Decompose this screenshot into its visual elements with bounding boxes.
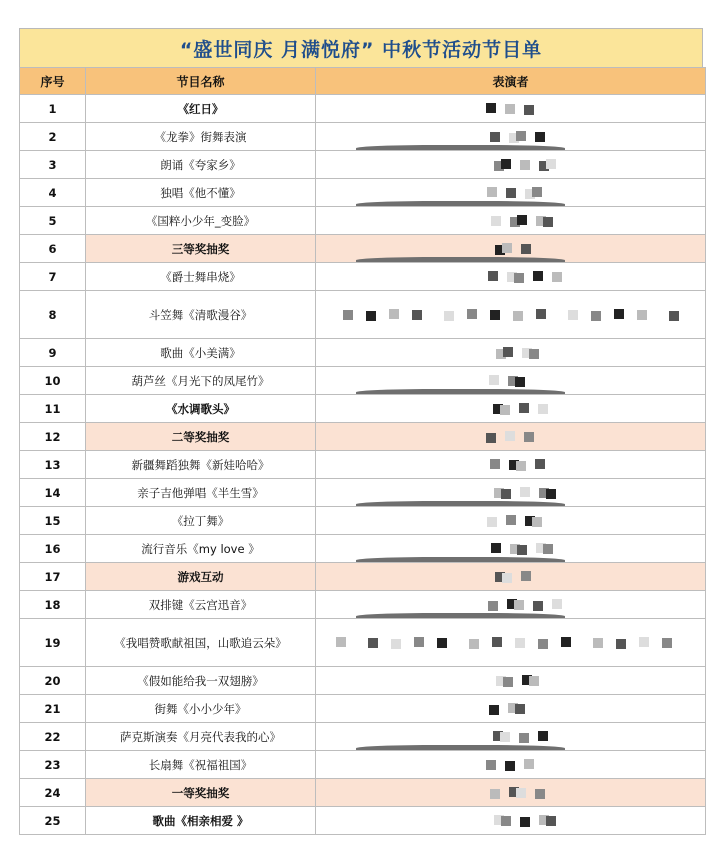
table-row bbox=[20, 95, 706, 123]
header-index: 序号 bbox=[20, 68, 86, 95]
redaction-mosaic bbox=[316, 367, 705, 394]
row-index: 13 bbox=[20, 451, 86, 479]
table-row bbox=[20, 151, 706, 179]
table-row bbox=[20, 507, 706, 535]
row-program: 《拉丁舞》 bbox=[86, 507, 316, 535]
table-row bbox=[20, 591, 706, 619]
redaction-mosaic bbox=[316, 807, 705, 834]
row-index: 4 bbox=[20, 179, 86, 207]
table-row bbox=[20, 535, 706, 563]
row-program: 亲子吉他弹唱《半生雪》 bbox=[86, 479, 316, 507]
redaction-mosaic bbox=[316, 619, 705, 666]
row-program: 新疆舞蹈独舞《新娃哈哈》 bbox=[86, 451, 316, 479]
redaction-mosaic bbox=[316, 667, 705, 694]
row-program: 长扇舞《祝福祖国》 bbox=[86, 751, 316, 779]
row-performer-redacted bbox=[316, 151, 706, 179]
row-program: 《红日》 bbox=[86, 95, 316, 123]
row-program: 游戏互动 bbox=[86, 563, 316, 591]
row-performer-redacted bbox=[316, 563, 706, 591]
row-performer-redacted bbox=[316, 779, 706, 807]
row-program: 《水调歌头》 bbox=[86, 395, 316, 423]
redaction-mosaic bbox=[316, 535, 705, 562]
redaction-mosaic bbox=[316, 395, 705, 422]
row-performer-redacted bbox=[316, 235, 706, 263]
table-row bbox=[20, 751, 706, 779]
row-performer-redacted bbox=[316, 507, 706, 535]
redaction-mosaic bbox=[316, 751, 705, 778]
row-performer-redacted bbox=[316, 339, 706, 367]
table-row bbox=[20, 807, 706, 835]
redaction-mosaic bbox=[316, 451, 705, 478]
program-rows bbox=[20, 95, 706, 835]
row-index: 7 bbox=[20, 263, 86, 291]
row-index: 9 bbox=[20, 339, 86, 367]
row-index: 14 bbox=[20, 479, 86, 507]
redaction-mosaic bbox=[316, 479, 705, 506]
table-row bbox=[20, 291, 706, 339]
redaction-mosaic bbox=[316, 695, 705, 722]
row-index: 8 bbox=[20, 291, 86, 339]
row-performer-redacted bbox=[316, 179, 706, 207]
redaction-mosaic bbox=[316, 423, 705, 450]
redaction-mosaic bbox=[316, 779, 705, 806]
row-index: 24 bbox=[20, 779, 86, 807]
redaction-mosaic bbox=[316, 339, 705, 366]
row-index: 16 bbox=[20, 535, 86, 563]
row-index: 21 bbox=[20, 695, 86, 723]
redaction-mosaic bbox=[316, 123, 705, 150]
row-performer-redacted bbox=[316, 423, 706, 451]
row-index: 15 bbox=[20, 507, 86, 535]
row-performer-redacted bbox=[316, 807, 706, 835]
table-row bbox=[20, 207, 706, 235]
table-row bbox=[20, 695, 706, 723]
table-row bbox=[20, 451, 706, 479]
row-program: 《爵士舞串烧》 bbox=[86, 263, 316, 291]
header-row bbox=[20, 68, 706, 95]
table-row bbox=[20, 479, 706, 507]
row-index: 6 bbox=[20, 235, 86, 263]
row-program: 双排键《云宫迅音》 bbox=[86, 591, 316, 619]
row-program: 《龙拳》街舞表演 bbox=[86, 123, 316, 151]
row-index: 1 bbox=[20, 95, 86, 123]
row-program: 《假如能给我一双翅膀》 bbox=[86, 667, 316, 695]
row-performer-redacted bbox=[316, 723, 706, 751]
program-table bbox=[19, 67, 706, 835]
row-program: 《国粹小少年_变脸》 bbox=[86, 207, 316, 235]
row-program: 独唱《他不懂》 bbox=[86, 179, 316, 207]
row-performer-redacted bbox=[316, 207, 706, 235]
row-program: 歌曲《相亲相爱 》 bbox=[86, 807, 316, 835]
row-program: 斗笠舞《清歌漫谷》 bbox=[86, 291, 316, 339]
table-row bbox=[20, 423, 706, 451]
row-performer-redacted bbox=[316, 695, 706, 723]
row-index: 17 bbox=[20, 563, 86, 591]
row-program: 二等奖抽奖 bbox=[86, 423, 316, 451]
header-performer: 表演者 bbox=[316, 68, 706, 95]
row-index: 10 bbox=[20, 367, 86, 395]
redaction-mosaic bbox=[316, 179, 705, 206]
row-performer-redacted bbox=[316, 95, 706, 123]
table-row bbox=[20, 395, 706, 423]
table-row bbox=[20, 263, 706, 291]
table-row bbox=[20, 179, 706, 207]
table-row bbox=[20, 123, 706, 151]
redaction-mosaic bbox=[316, 95, 705, 122]
row-program: 葫芦丝《月光下的凤尾竹》 bbox=[86, 367, 316, 395]
program-sheet bbox=[19, 28, 703, 835]
row-program: 一等奖抽奖 bbox=[86, 779, 316, 807]
row-index: 2 bbox=[20, 123, 86, 151]
row-performer-redacted bbox=[316, 535, 706, 563]
redaction-mosaic bbox=[316, 207, 705, 234]
table-row bbox=[20, 619, 706, 667]
redaction-mosaic bbox=[316, 235, 705, 262]
row-program: 三等奖抽奖 bbox=[86, 235, 316, 263]
row-index: 19 bbox=[20, 619, 86, 667]
row-index: 25 bbox=[20, 807, 86, 835]
row-program: 歌曲《小美满》 bbox=[86, 339, 316, 367]
row-program: 《我唱赞歌献祖国，山歌追云朵》 bbox=[86, 619, 316, 667]
row-index: 18 bbox=[20, 591, 86, 619]
row-performer-redacted bbox=[316, 395, 706, 423]
sheet-title: “盛世同庆 月满悦府” 中秋节活动节目单 bbox=[19, 28, 703, 68]
redaction-mosaic bbox=[316, 563, 705, 590]
redaction-mosaic bbox=[316, 263, 705, 290]
row-index: 23 bbox=[20, 751, 86, 779]
row-performer-redacted bbox=[316, 751, 706, 779]
redaction-mosaic bbox=[316, 291, 705, 338]
row-performer-redacted bbox=[316, 451, 706, 479]
row-program: 萨克斯演奏《月亮代表我的心》 bbox=[86, 723, 316, 751]
table-row bbox=[20, 667, 706, 695]
row-performer-redacted bbox=[316, 367, 706, 395]
table-row bbox=[20, 339, 706, 367]
row-performer-redacted bbox=[316, 667, 706, 695]
row-program: 朗诵《夸家乡》 bbox=[86, 151, 316, 179]
redaction-mosaic bbox=[316, 591, 705, 618]
redaction-mosaic bbox=[316, 507, 705, 534]
row-index: 22 bbox=[20, 723, 86, 751]
row-index: 3 bbox=[20, 151, 86, 179]
header-program: 节目名称 bbox=[86, 68, 316, 95]
row-performer-redacted bbox=[316, 291, 706, 339]
table-row bbox=[20, 563, 706, 591]
table-row bbox=[20, 723, 706, 751]
table-row bbox=[20, 779, 706, 807]
table-row bbox=[20, 367, 706, 395]
row-index: 12 bbox=[20, 423, 86, 451]
row-performer-redacted bbox=[316, 263, 706, 291]
row-index: 11 bbox=[20, 395, 86, 423]
row-performer-redacted bbox=[316, 479, 706, 507]
row-program: 街舞《小小少年》 bbox=[86, 695, 316, 723]
row-performer-redacted bbox=[316, 591, 706, 619]
row-program: 流行音乐《my love 》 bbox=[86, 535, 316, 563]
row-performer-redacted bbox=[316, 619, 706, 667]
row-index: 20 bbox=[20, 667, 86, 695]
redaction-mosaic bbox=[316, 723, 705, 750]
row-performer-redacted bbox=[316, 123, 706, 151]
table-row bbox=[20, 235, 706, 263]
row-index: 5 bbox=[20, 207, 86, 235]
redaction-mosaic bbox=[316, 151, 705, 178]
